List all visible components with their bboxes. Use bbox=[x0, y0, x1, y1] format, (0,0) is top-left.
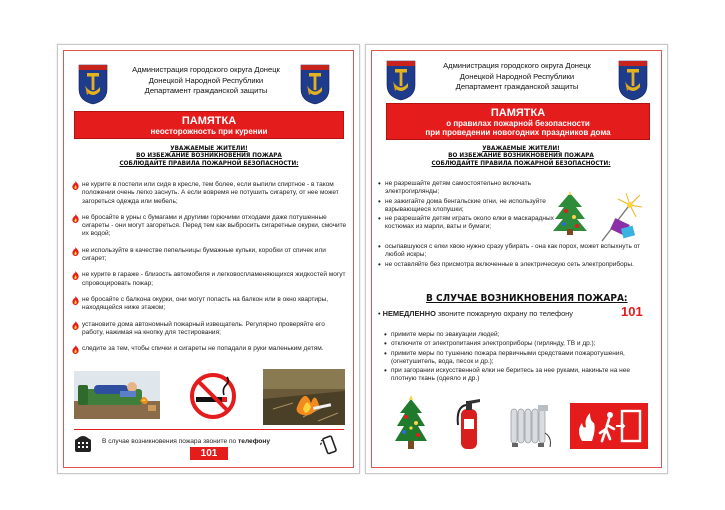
rule-text: не зажигайте дома бенгальские огни, не используйте взрывающиеся хлопушки; bbox=[385, 197, 546, 213]
warning-line: СОБЛЮДАЙТЕ ПРАВИЛА ПОЖАРНОЙ БЕЗОПАСНОСТИ: bbox=[119, 159, 299, 167]
flame-icon bbox=[72, 321, 79, 330]
poster-header bbox=[116, 65, 296, 97]
poster-title-banner bbox=[74, 111, 344, 139]
footer-text-bold: телефону bbox=[238, 438, 271, 445]
header-line: Департамент гражданской защиты bbox=[455, 82, 579, 91]
christmas-tree-illustration bbox=[552, 191, 588, 235]
rule-text: не бросайте в урны с бумагами и другими горючими отходами даже потушенные сигареты - они могут загореться. Перед тем как выбросить сигаретные окурки, смочите их водой; bbox=[82, 213, 347, 238]
rule-text: не оставляйте без присмотра включенные в электрическую сеть электроприборы. bbox=[385, 260, 634, 268]
banner-subtitle: неосторожность при курении bbox=[150, 127, 268, 136]
sleeping-smoker-illustration bbox=[74, 371, 160, 419]
telephone-icon bbox=[74, 433, 92, 453]
emergency-call-line: • НЕМЕДЛЕННО звоните пожарную охрану по телефону 101 bbox=[378, 304, 643, 319]
footer-divider bbox=[74, 429, 344, 430]
action-text: примите меры по эвакуации людей; bbox=[391, 331, 500, 338]
rule-text: не разрешайте детям самостоятельно включать электрогирлянды; bbox=[385, 180, 531, 196]
emergency-number: 101 bbox=[621, 304, 643, 319]
header-line: Администрация городского округа Донецк bbox=[132, 65, 280, 74]
mobile-phone-icon bbox=[320, 435, 338, 455]
warning-line: ВО ИЗБЕЖАНИЕ ВОЗНИКНОВЕНИЯ ПОЖАРА bbox=[448, 152, 594, 160]
new-year-fire-safety-poster bbox=[365, 44, 668, 474]
rule-text: не курите в гараже - близость автомобиля и легковоспламеняющихся жидкостей могут спровоцировать пожар; bbox=[82, 271, 346, 287]
flame-icon bbox=[72, 296, 79, 305]
action-item bbox=[384, 340, 654, 348]
rule-text: следите за тем, чтобы спички и сигареты не попадали в руки маленьким детям. bbox=[82, 345, 324, 353]
sparkler-illustration bbox=[596, 191, 644, 243]
emergency-actions-list bbox=[384, 331, 654, 384]
oil-heater-icon bbox=[508, 403, 552, 451]
flame-icon bbox=[72, 345, 79, 354]
rule-item bbox=[72, 271, 348, 288]
emergency-text: звоните пожарную охрану по телефону bbox=[437, 309, 573, 318]
rule-item bbox=[72, 345, 348, 353]
rule-text: не бросайте с балкона окурки, они могут попасть на балкон или в окно квартиры, находящейся ниже этажом; bbox=[82, 295, 329, 312]
emergency-section-title: В СЛУЧАЕ ВОЗНИКНОВЕНИЯ ПОЖАРА: bbox=[426, 293, 628, 304]
rule-item bbox=[378, 198, 558, 215]
poster-header bbox=[424, 61, 610, 93]
safety-rules-list bbox=[72, 181, 348, 353]
rule-text: установите дома автономный пожарный извещатель. Регулярно проверяйте его работу, нажимая на кнопку для тестирования; bbox=[82, 320, 325, 336]
poster-title-banner bbox=[386, 103, 650, 140]
rule-item bbox=[72, 247, 348, 264]
rule-text: осыпавшуюся с елки хвою нужно сразу убирать - она как порох, может вспыхнуть от любой искры; bbox=[385, 243, 641, 259]
prevention-rules-list bbox=[378, 180, 558, 233]
header-line: Департамент гражданской защиты bbox=[144, 86, 268, 95]
flame-icon bbox=[72, 271, 79, 280]
banner-subtitle: при проведении новогодних праздников дома bbox=[425, 128, 611, 137]
rule-text: не разрешайте детям играть около елки в маскарадных костюмах из марли, ваты и бумаги; bbox=[385, 215, 554, 231]
rule-item bbox=[72, 214, 348, 239]
header-line: Администрация городского округа Донецк bbox=[443, 61, 591, 70]
rule-item bbox=[72, 181, 348, 206]
warning-line: ВО ИЗБЕЖАНИЕ ВОЗНИКНОВЕНИЯ ПОЖАРА bbox=[136, 152, 282, 160]
smoking-safety-poster bbox=[57, 44, 360, 474]
action-item bbox=[384, 367, 654, 384]
warning-heading bbox=[391, 145, 650, 167]
header-line: Донецкой Народной Республики bbox=[459, 71, 575, 81]
rule-item bbox=[378, 243, 658, 260]
footer-text-main: В случае возникновения пожара звоните по bbox=[102, 438, 237, 445]
flame-icon bbox=[72, 214, 79, 223]
rule-item bbox=[378, 215, 558, 232]
donetsk-crest-icon bbox=[386, 59, 416, 101]
footer-call-text bbox=[102, 438, 270, 445]
donetsk-crest-icon bbox=[300, 63, 330, 105]
action-item bbox=[384, 350, 654, 367]
action-text: примите меры по тушению пожара первичными средствами пожаротушения, (огнетушитель, вода, песок и др.); bbox=[391, 349, 625, 365]
action-text: при загорании искусственной елки не беритесь за нее руками, накиньте на нее плотную ткань (одеяло и др.) bbox=[391, 367, 630, 383]
donetsk-crest-icon bbox=[618, 59, 648, 101]
burning-cigarette-photo bbox=[263, 369, 345, 425]
warning-line: УВАЖАЕМЫЕ ЖИТЕЛИ! bbox=[482, 145, 560, 152]
header-line: Донецкой Народной Республики bbox=[148, 75, 264, 85]
rule-item bbox=[72, 321, 348, 338]
donetsk-crest-icon bbox=[78, 63, 108, 105]
rule-text: не курите в постели или сидя в кресле, тем более, если выпили спиртное - в таком положении очень легко заснуть. А если вовремя не потушить сигарету, от нее может загореться одежда или мебель; bbox=[82, 181, 339, 205]
rule-item bbox=[72, 296, 348, 313]
fire-extinguisher-icon bbox=[454, 395, 484, 451]
no-smoking-icon bbox=[186, 371, 240, 421]
banner-subtitle: о правилах пожарной безопасности bbox=[446, 119, 590, 128]
action-item bbox=[384, 331, 654, 339]
fire-exit-sign-icon bbox=[570, 403, 648, 449]
decorated-tree-icon bbox=[394, 395, 428, 451]
rule-text: не используйте в качестве пепельницы бумажные кульки, коробки от спичек или сигарет; bbox=[82, 246, 326, 263]
prevention-rules-list bbox=[378, 243, 658, 269]
warning-line: СОБЛЮДАЙТЕ ПРАВИЛА ПОЖАРНОЙ БЕЗОПАСНОСТИ: bbox=[431, 159, 611, 167]
flame-icon bbox=[72, 181, 79, 190]
emergency-number-badge: 101 bbox=[190, 447, 228, 460]
rule-item bbox=[378, 180, 558, 197]
flame-icon bbox=[72, 247, 79, 256]
banner-title: ПАМЯТКА bbox=[181, 115, 237, 127]
warning-heading bbox=[79, 145, 338, 167]
banner-title: ПАМЯТКА bbox=[490, 107, 546, 119]
emergency-bold: НЕМЕДЛЕННО bbox=[382, 309, 436, 318]
action-text: отключите от электропитания электроприборы (гирлянду, ТВ и др.); bbox=[391, 340, 596, 348]
rule-item bbox=[378, 261, 658, 269]
warning-line: УВАЖАЕМЫЕ ЖИТЕЛИ! bbox=[170, 145, 248, 152]
